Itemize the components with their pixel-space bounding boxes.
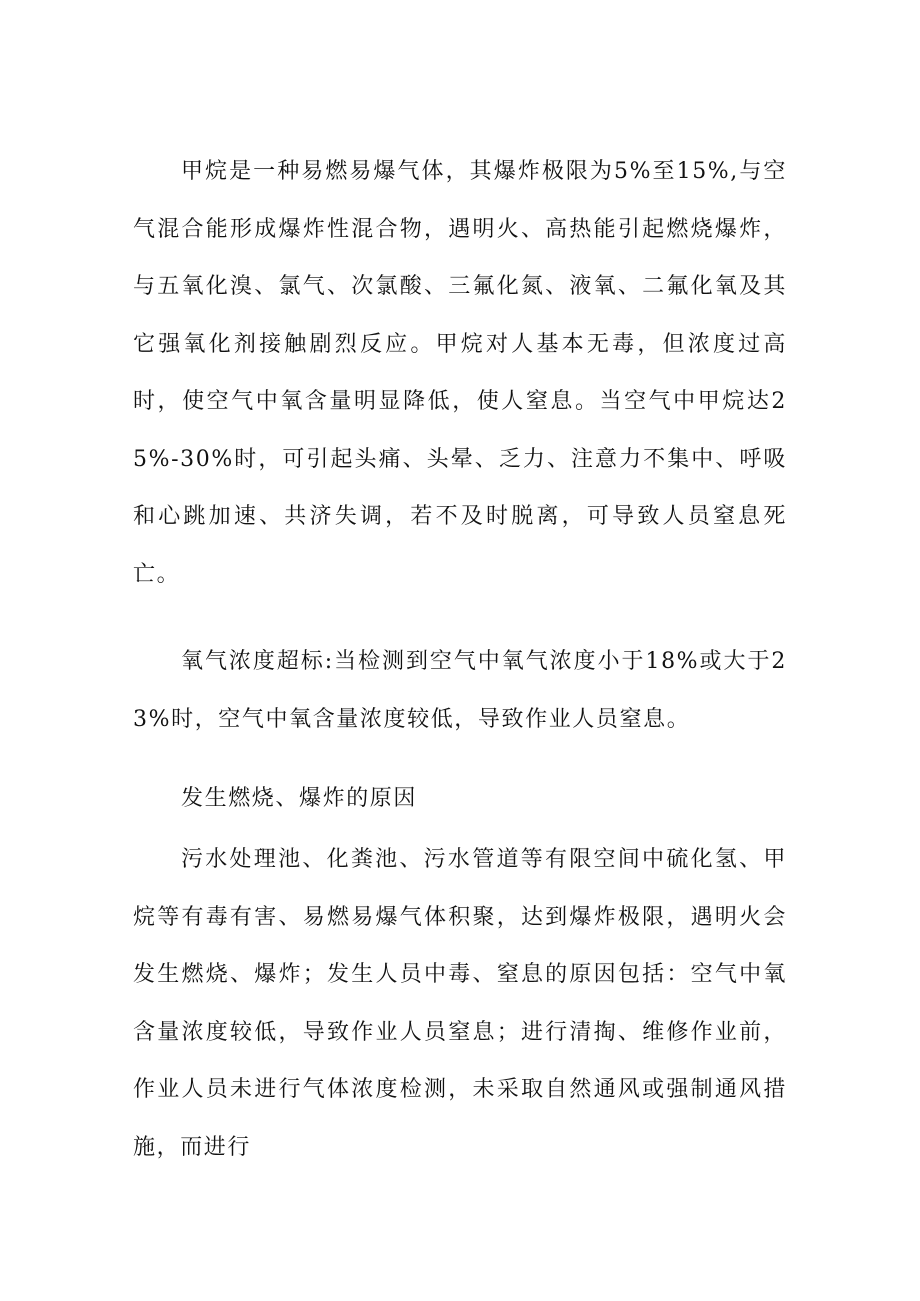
paragraph-methane-hazard: 甲烷是一种易燃易爆气体，其爆炸极限为5%至15%,与空气混合能形成爆炸性混合物，遇明火、高热能引起燃烧爆炸，与五氧化溴、氯气、次氯酸、三氟化氮、液氧、二氟化氧及其它强氧化剂接触剧烈反应。甲烷对人基本无毒，但浓度过高时，使空气中氧含量明显降低，使人窒息。当空气中甲烷达25%-30%时，可引起头痛、头晕、乏力、注意力不集中、呼吸和心跳加速、共济失调，若不及时脱离，可导致人员窒息死亡。 [133,159,787,587]
paragraph-causes-detail: 污水处理池、化粪池、污水管道等有限空间中硫化氢、甲烷等有毒有害、易燃易爆气体积聚，达到爆炸极限，遇明火会发生燃烧、爆炸；发生人员中毒、窒息的原因包括：空气中氧含量浓度较低，导致作业人员窒息；进行清掏、维修作业前，作业人员未进行气体浓度检测，未采取自然通风或强制通风措施，而进行 [133,847,787,1160]
paragraph-oxygen-concentration: 氧气浓度超标:当检测到空气中氧气浓度小于18%或大于23%时，空气中氧含量浓度较低，导致作业人员窒息。 [133,649,787,732]
section-heading-fire-explosion-causes: 发生燃烧、爆炸的原因 [181,786,418,811]
